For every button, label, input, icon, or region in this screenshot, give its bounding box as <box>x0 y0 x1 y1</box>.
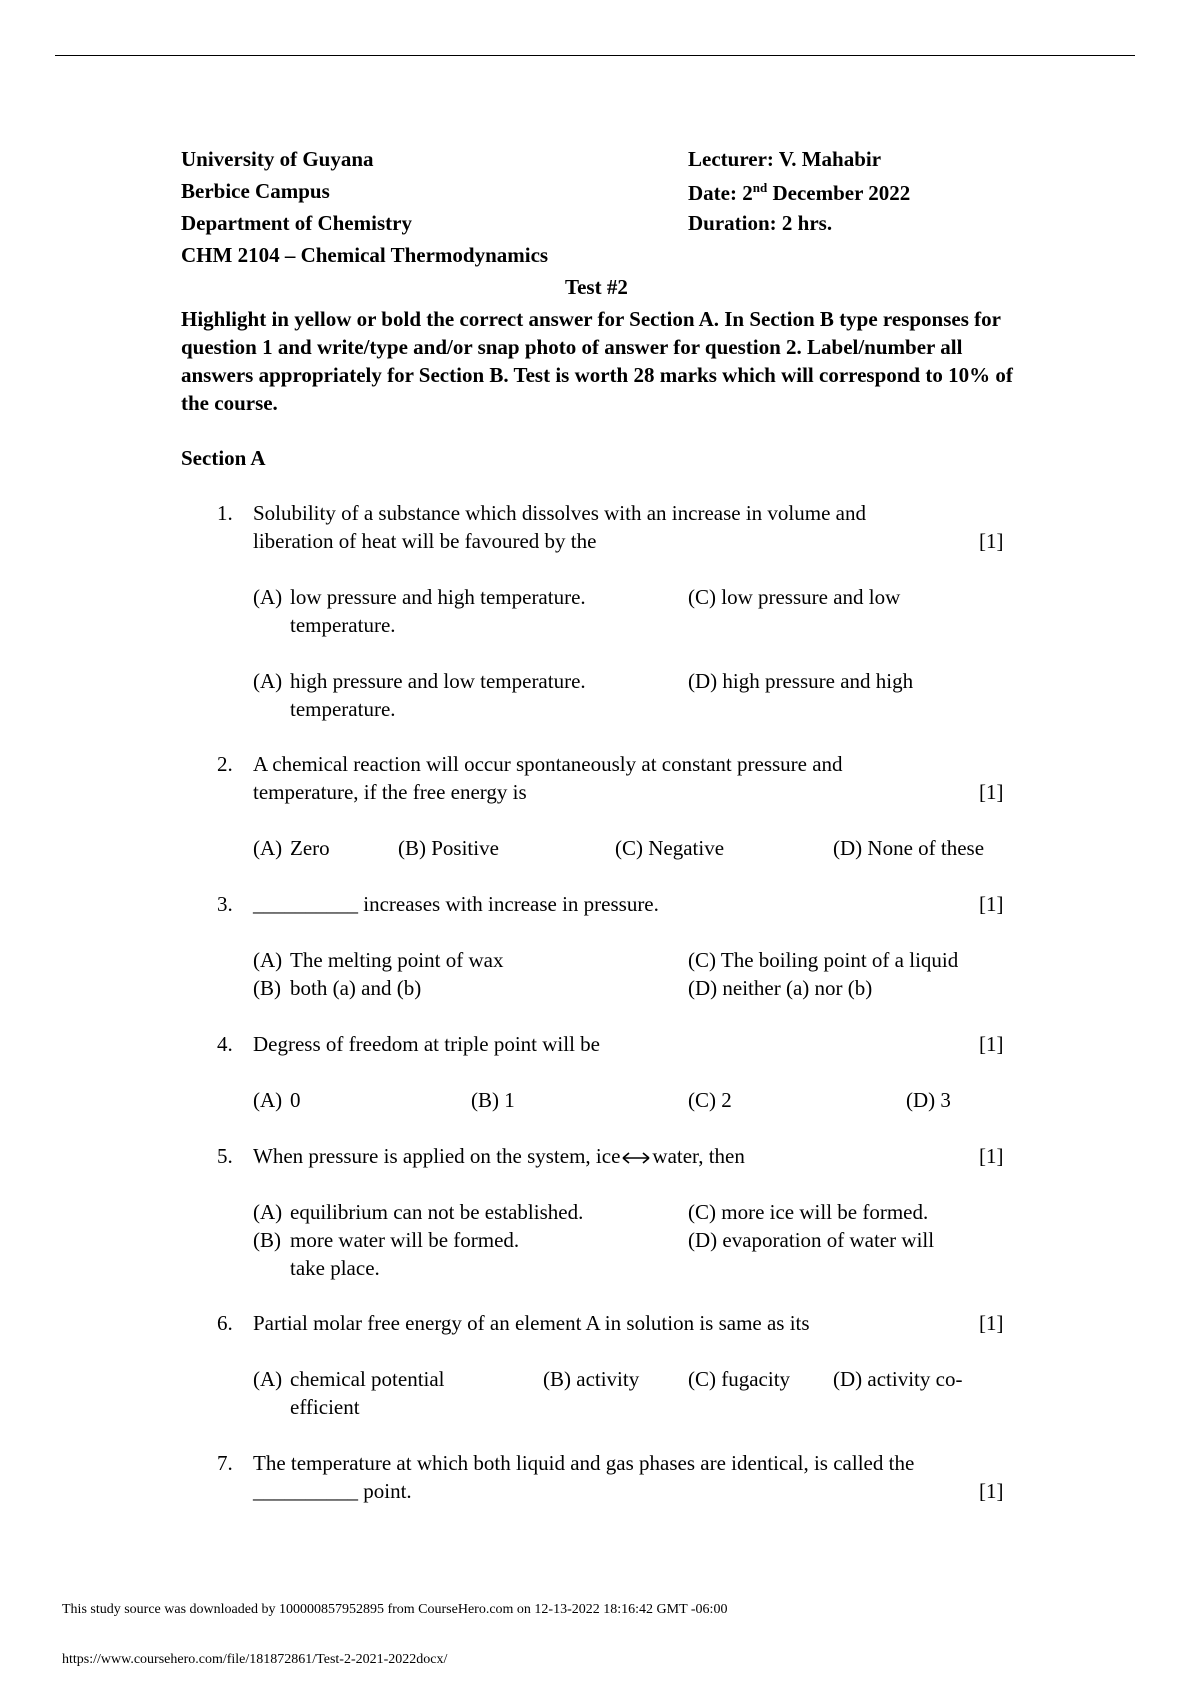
q6-option-c: (C) fugacity <box>688 1367 791 1391</box>
university-name: University of Guyana <box>181 147 374 171</box>
q7-number: 7. <box>217 1451 233 1475</box>
q6-option-d: (D) activity co- <box>833 1367 963 1391</box>
double-arrow-icon <box>620 1146 652 1167</box>
q5-option-c: (C) more ice will be formed. <box>688 1200 929 1224</box>
q6-option-b: (B) activity <box>543 1367 640 1391</box>
test-title: Test #2 <box>565 275 628 299</box>
q4-option-a-text: 0 <box>290 1088 301 1112</box>
q1-mark: [1] <box>979 529 1004 553</box>
footer-url[interactable]: https://www.coursehero.com/file/181872861/Test-2-2021-2022docx/ <box>62 1652 448 1667</box>
q2-option-a-text: Zero <box>290 836 330 860</box>
q2-text-line1: A chemical reaction will occur spontaneously at constant pressure and <box>253 752 843 776</box>
q5-option-a-text: equilibrium can not be established. <box>290 1200 584 1224</box>
q2-text-line2: temperature, if the free energy is <box>253 780 527 804</box>
q4-mark: [1] <box>979 1032 1004 1056</box>
date-prefix: Date: 2 <box>688 181 753 205</box>
lecturer: Lecturer: V. Mahabir <box>688 147 882 171</box>
q1-option-wrap-1: temperature. <box>290 613 396 637</box>
q6-option-a-label: (A) <box>253 1367 283 1391</box>
q7-mark: [1] <box>979 1479 1004 1503</box>
q3-option-c: (C) The boiling point of a liquid <box>688 948 959 972</box>
q6-number: 6. <box>217 1311 233 1335</box>
q1-option-d: (D) high pressure and high <box>688 669 914 693</box>
q6-option-wrap: efficient <box>290 1395 360 1419</box>
q5-mark: [1] <box>979 1144 1004 1168</box>
q4-option-a-label: (A) <box>253 1088 283 1112</box>
q2-option-c: (C) Negative <box>615 836 725 860</box>
exam-date <box>688 181 910 204</box>
q1-option-c: (C) low pressure and low <box>688 585 901 609</box>
q5-text-post: water, then <box>652 1144 745 1168</box>
q5-option-a-label: (A) <box>253 1200 283 1224</box>
q3-number: 3. <box>217 892 233 916</box>
q3-option-b-label: (B) <box>253 976 281 1000</box>
q7-text-line1: The temperature at which both liquid and gas phases are identical, is called the <box>253 1451 915 1475</box>
q3-option-b-text: both (a) and (b) <box>290 976 422 1000</box>
q6-mark: [1] <box>979 1311 1004 1335</box>
q1-text-line2: liberation of heat will be favoured by the <box>253 529 597 553</box>
q4-option-d: (D) 3 <box>906 1088 951 1112</box>
q2-mark: [1] <box>979 780 1004 804</box>
q5-option-b-text: more water will be formed. <box>290 1228 520 1252</box>
section-title: Section A <box>181 446 266 470</box>
q7-text-line2: __________ point. <box>253 1479 412 1503</box>
q2-option-a-label: (A) <box>253 836 283 860</box>
q4-text-line1: Degress of freedom at triple point will be <box>253 1032 600 1056</box>
q6-text-line1: Partial molar free energy of an element A in solution is same as its <box>253 1311 810 1335</box>
q1-option-a2-label: (A) <box>253 669 283 693</box>
q3-option-a-text: The melting point of wax <box>290 948 504 972</box>
q6-option-a-text: chemical potential <box>290 1367 445 1391</box>
q2-option-b: (B) Positive <box>398 836 499 860</box>
q5-option-d: (D) evaporation of water will <box>688 1228 935 1252</box>
q4-option-b: (B) 1 <box>471 1088 515 1112</box>
q5-option-wrap: take place. <box>290 1256 380 1280</box>
course-title: CHM 2104 – Chemical Thermodynamics <box>181 243 549 267</box>
q5-option-b-label: (B) <box>253 1228 281 1252</box>
q3-mark: [1] <box>979 892 1004 916</box>
q1-number: 1. <box>217 501 233 525</box>
q2-number: 2. <box>217 752 233 776</box>
q1-text-line1: Solubility of a substance which dissolves with an increase in volume and <box>253 501 866 525</box>
q5-number: 5. <box>217 1144 233 1168</box>
campus-name: Berbice Campus <box>181 179 330 203</box>
q5-text-pre: When pressure is applied on the system, ice <box>253 1144 621 1168</box>
q5-text-line1 <box>253 1146 745 1167</box>
instructions: Highlight in yellow or bold the correct answer for Section A. In Section B type responses for question 1 and write/type and/or snap photo of answer for question 2. Label/number all answers appropriately for Section B. Test is worth 28 marks which will correspond to 10% of the course. <box>181 307 1013 415</box>
q1-option-a-text: low pressure and high temperature. <box>290 585 586 609</box>
date-suffix: December 2022 <box>767 181 911 205</box>
q3-option-d: (D) neither (a) nor (b) <box>688 976 873 1000</box>
department-name: Department of Chemistry <box>181 211 412 235</box>
q2-option-d: (D) None of these <box>833 836 985 860</box>
q1-option-a-label: (A) <box>253 585 283 609</box>
duration: Duration: 2 hrs. <box>688 211 833 235</box>
q1-option-a2-text: high pressure and low temperature. <box>290 669 586 693</box>
q3-text-line1: __________ increases with increase in pressure. <box>253 892 659 916</box>
q4-option-c: (C) 2 <box>688 1088 732 1112</box>
q4-number: 4. <box>217 1032 233 1056</box>
q3-option-a-label: (A) <box>253 948 283 972</box>
date-superscript: nd <box>752 180 768 195</box>
top-rule <box>55 55 1135 56</box>
q1-option-wrap-2: temperature. <box>290 697 396 721</box>
footer-source: This study source was downloaded by 100000857952895 from CourseHero.com on 12-13-2022 18:16:42 GMT -06:00 <box>62 1602 728 1617</box>
